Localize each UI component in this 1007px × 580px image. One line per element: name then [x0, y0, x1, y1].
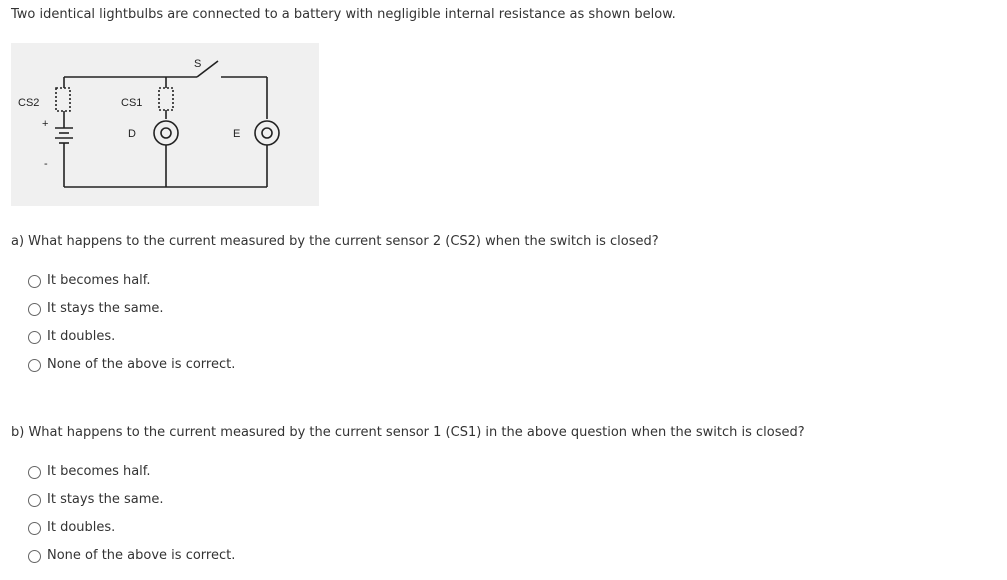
radio-button[interactable] — [28, 494, 41, 507]
battery-plus-label: + — [42, 118, 49, 130]
radio-button[interactable] — [28, 303, 41, 316]
option-label[interactable]: It becomes half. — [47, 273, 151, 288]
option-row[interactable] — [28, 357, 235, 385]
bulb-e-filament — [262, 128, 272, 138]
option-row[interactable] — [28, 492, 235, 520]
question-b-options — [28, 464, 235, 576]
option-row[interactable] — [28, 273, 235, 301]
option-label[interactable]: It becomes half. — [47, 464, 151, 479]
cs1-label: CS1 — [121, 97, 143, 109]
option-row[interactable] — [28, 464, 235, 492]
option-row[interactable] — [28, 520, 235, 548]
option-label[interactable]: It stays the same. — [47, 301, 164, 316]
intro-text: Two identical lightbulbs are connected to a battery with negligible internal resistance as shown below. — [11, 7, 676, 22]
bulb-d — [154, 121, 178, 145]
option-row[interactable] — [28, 548, 235, 576]
question-a-text: a) What happens to the current measured by the current sensor 2 (CS2) when the switch is closed? — [11, 234, 659, 249]
radio-button[interactable] — [28, 331, 41, 344]
circuit-svg — [11, 43, 319, 206]
bulb-e — [255, 121, 279, 145]
switch-label: S — [194, 58, 202, 70]
bulb-d-label: D — [128, 128, 136, 140]
option-label[interactable]: It stays the same. — [47, 492, 164, 507]
radio-button[interactable] — [28, 466, 41, 479]
radio-button[interactable] — [28, 359, 41, 372]
radio-button[interactable] — [28, 522, 41, 535]
bulb-e-label: E — [233, 128, 241, 140]
option-row[interactable] — [28, 329, 235, 357]
option-row[interactable] — [28, 301, 235, 329]
cs2-label: CS2 — [18, 97, 40, 109]
battery-minus-label: - — [44, 158, 48, 170]
question-a-options — [28, 273, 235, 385]
option-label[interactable]: It doubles. — [47, 520, 116, 535]
option-label[interactable]: It doubles. — [47, 329, 116, 344]
option-label[interactable]: None of the above is correct. — [47, 548, 236, 563]
circuit-diagram — [11, 43, 319, 206]
bulb-d-filament — [161, 128, 171, 138]
radio-button[interactable] — [28, 275, 41, 288]
cs2-sensor-box — [56, 88, 70, 111]
radio-button[interactable] — [28, 550, 41, 563]
question-b-text: b) What happens to the current measured by the current sensor 1 (CS1) in the above question when the switch is closed? — [11, 425, 805, 440]
option-label[interactable]: None of the above is correct. — [47, 357, 236, 372]
cs1-sensor-box — [159, 88, 173, 110]
